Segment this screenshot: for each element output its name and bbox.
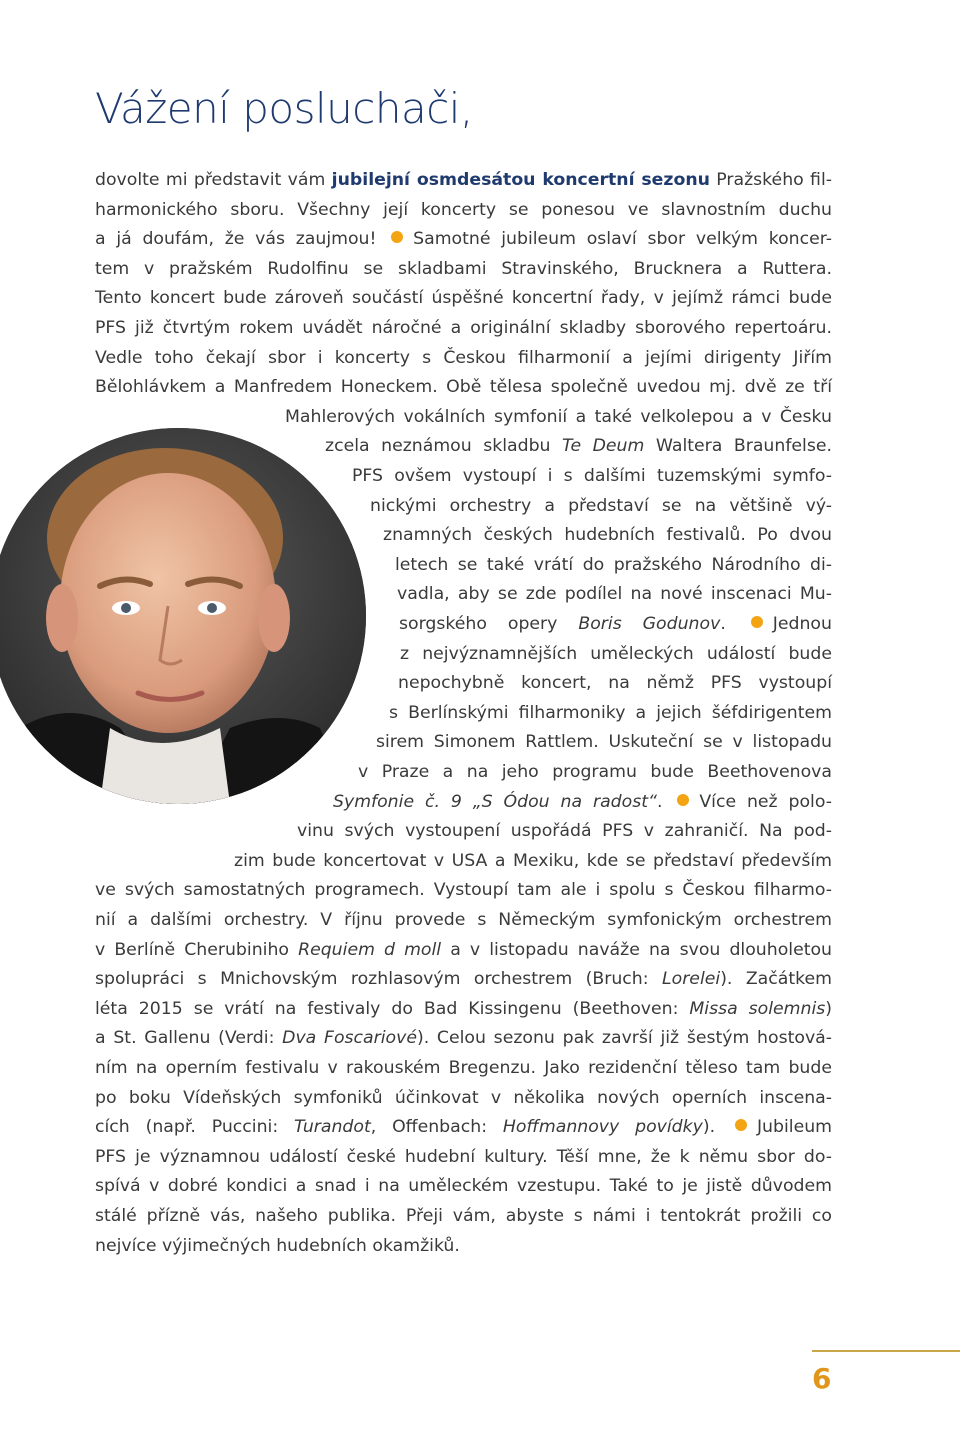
text-segment: vinu svých vystoupení uspořádá PFS v zahraničí. Na pod- [297, 821, 832, 842]
bullet-dot-icon [751, 616, 763, 628]
text-segment: . [720, 614, 747, 634]
text-line [95, 224, 832, 254]
text-segment: v Berlíně Cherubiniho [95, 939, 299, 960]
text-line [95, 1171, 832, 1201]
text-segment: PFS je významnou událostí české hudební kultury. Těší mne, že k němu sbor do- [95, 1146, 832, 1167]
text-segment: s Berlínskými filharmoniky a jejich šéfdirigentem [389, 702, 832, 723]
text-segment: léta 2015 se vrátí na festivaly do Bad Kissingenu (Beethoven: [95, 998, 690, 1019]
bullet-dot-icon [391, 231, 403, 243]
text-line [383, 520, 832, 550]
italic-text: Symfonie č. 9 „S Ódou na radost“ [333, 791, 657, 812]
text-segment: Samotné jubileum oslaví sbor velkým koncer- [413, 229, 832, 250]
text-line [95, 313, 832, 343]
text-line [395, 550, 832, 580]
text-segment: PFS již čtvrtým rokem uvádět náročné a originální skladby sborového repertoáru. [95, 318, 832, 338]
text-segment: tem v pražském Rudolfinu se skladbami Stravinského, Brucknera a Ruttera. [95, 258, 832, 279]
page-heading: Vážení posluchači, [95, 84, 473, 133]
text-segment: spolupráci s Mnichovským rozhlasovým orchestrem (Bruch: [95, 969, 662, 990]
text-segment: znamných českých hudebních festivalů. Po dvou [383, 525, 832, 546]
text-line [95, 165, 832, 195]
text-line [95, 935, 832, 965]
text-segment: PFS ovšem vystoupí i s dalšími tuzemskými symfo- [352, 466, 832, 486]
text-line [352, 461, 832, 491]
portrait-illustration [0, 428, 366, 804]
text-line [297, 816, 832, 846]
text-line [95, 343, 832, 373]
text-segment: sirem Simonem Rattlem. Uskuteční se v listopadu [376, 732, 832, 753]
text-line [285, 402, 832, 432]
text-segment: Tento koncert bude zároveň součástí úspěšné koncertní řady, v jejímž rámci bude [95, 288, 832, 309]
text-line [325, 431, 832, 461]
text-segment: nejvíce výjimečných hudebních okamžiků. [95, 1235, 460, 1256]
text-segment: v Praze a na jeho programu bude Beethovenova [358, 762, 832, 782]
text-segment: ) [825, 998, 832, 1019]
text-line [95, 195, 832, 225]
text-line [400, 639, 832, 669]
text-segment: nepochybně koncert, na němž PFS vystoupí [398, 673, 832, 694]
italic-text: Turandot [294, 1117, 371, 1138]
text-line [95, 964, 832, 994]
text-segment: po boku Vídeňských symfoniků účinkovat v několika nových operních inscena- [95, 1087, 832, 1108]
text-segment: nickými orchestry a představí se na většině vý- [370, 495, 832, 516]
bold-text: jubilejní osmdesátou koncertní sezonu [331, 170, 710, 190]
text-segment: Jednou [772, 614, 832, 634]
text-segment: Pražského fil- [709, 170, 832, 190]
conductor-portrait [0, 428, 366, 804]
italic-text: Boris Godunov [578, 614, 721, 634]
text-line [397, 579, 832, 609]
text-line [95, 905, 832, 935]
text-segment: a v listopadu naváže na svou dlouholetou [441, 939, 833, 960]
text-line [333, 787, 832, 817]
text-segment: . [656, 791, 674, 812]
text-line [399, 609, 832, 639]
text-segment: spívá v dobré kondici a snad i na uměleckém vzestupu. Také to je jistě důvodem [95, 1176, 832, 1197]
text-line [95, 1112, 832, 1142]
text-segment: Více než polo- [699, 791, 832, 812]
text-segment: ve svých samostatných programech. Vystoupí tam ale i spolu s Českou filharmo- [95, 880, 832, 901]
text-segment: , Offenbach: [370, 1117, 503, 1138]
text-segment: letech se také vrátí do pražského Národního di- [395, 554, 832, 575]
text-segment: ). Celou sezonu pak završí již šestým hostová- [416, 1028, 832, 1049]
text-line [234, 846, 832, 876]
text-line [95, 1231, 832, 1261]
text-segment: Waltera Braunfelse. [644, 436, 832, 457]
text-line [370, 491, 832, 521]
text-segment: dovolte mi představit vám [95, 170, 332, 190]
italic-text: Dva Foscariové [282, 1028, 417, 1049]
text-line [95, 1083, 832, 1113]
text-line [95, 1023, 832, 1053]
text-line [95, 1201, 832, 1231]
text-segment: Jubileum [756, 1117, 832, 1138]
text-line [95, 1142, 832, 1172]
italic-text: Hoffmannovy povídky [502, 1117, 703, 1138]
text-segment: cích (např. Puccini: [95, 1117, 294, 1138]
text-line [358, 757, 832, 787]
bullet-dot-icon [677, 794, 689, 806]
text-line [95, 1053, 832, 1083]
footer-rule [812, 1350, 960, 1352]
text-segment: z nejvýznamnějších uměleckých událostí bude [400, 643, 832, 664]
text-segment: Bělohlávkem a Manfredem Honeckem. Obě tělesa společně uvedou mj. dvě ze tří [95, 377, 832, 398]
text-line [95, 875, 832, 905]
text-segment: zcela neznámou skladbu [325, 436, 563, 457]
text-segment: harmonického sboru. Všechny její koncerty se ponesou ve slavnostním duchu [95, 199, 832, 220]
page-number: 6 [812, 1362, 832, 1395]
text-segment: Vedle toho čekají sbor i koncerty s Českou filharmonií a jejími dirigenty Jiřím [95, 347, 832, 368]
italic-text: Missa solemnis [689, 998, 826, 1019]
text-segment: zim bude koncertovat v USA a Mexiku, kde se představí především [234, 850, 832, 871]
text-line [95, 283, 832, 313]
text-segment: ). [702, 1117, 731, 1138]
text-line [398, 668, 832, 698]
text-line [95, 372, 832, 402]
text-segment: stálé přízně vás, našeho publika. Přeji vám, abyste s námi i tentokrát prožili co [95, 1206, 832, 1226]
text-segment: ). Začátkem [720, 969, 832, 990]
text-segment: Mahlerových vokálních symfonií a také velkolepou a v Česku [285, 406, 832, 427]
text-segment: sorgského opery [399, 614, 579, 634]
text-line [389, 698, 832, 728]
italic-text: Lorelei [662, 969, 721, 990]
bullet-dot-icon [735, 1119, 747, 1131]
text-line [95, 254, 832, 284]
italic-text: Requiem d moll [298, 939, 442, 960]
text-line [95, 994, 832, 1024]
text-segment: ním na operním festivalu v rakouském Bregenzu. Jako rezidenční těleso tam bude [95, 1058, 832, 1078]
text-segment: a já doufám, že vás zaujmou! [95, 229, 388, 250]
text-segment: a St. Gallenu (Verdi: [95, 1028, 283, 1049]
text-segment: nií a dalšími orchestry. V říjnu provede s Německým symfonickým orchestrem [95, 910, 832, 930]
text-line [376, 727, 832, 757]
text-segment: vadla, aby se zde podílel na nové inscenaci Mu- [397, 584, 832, 605]
italic-text: Te Deum [562, 436, 645, 457]
